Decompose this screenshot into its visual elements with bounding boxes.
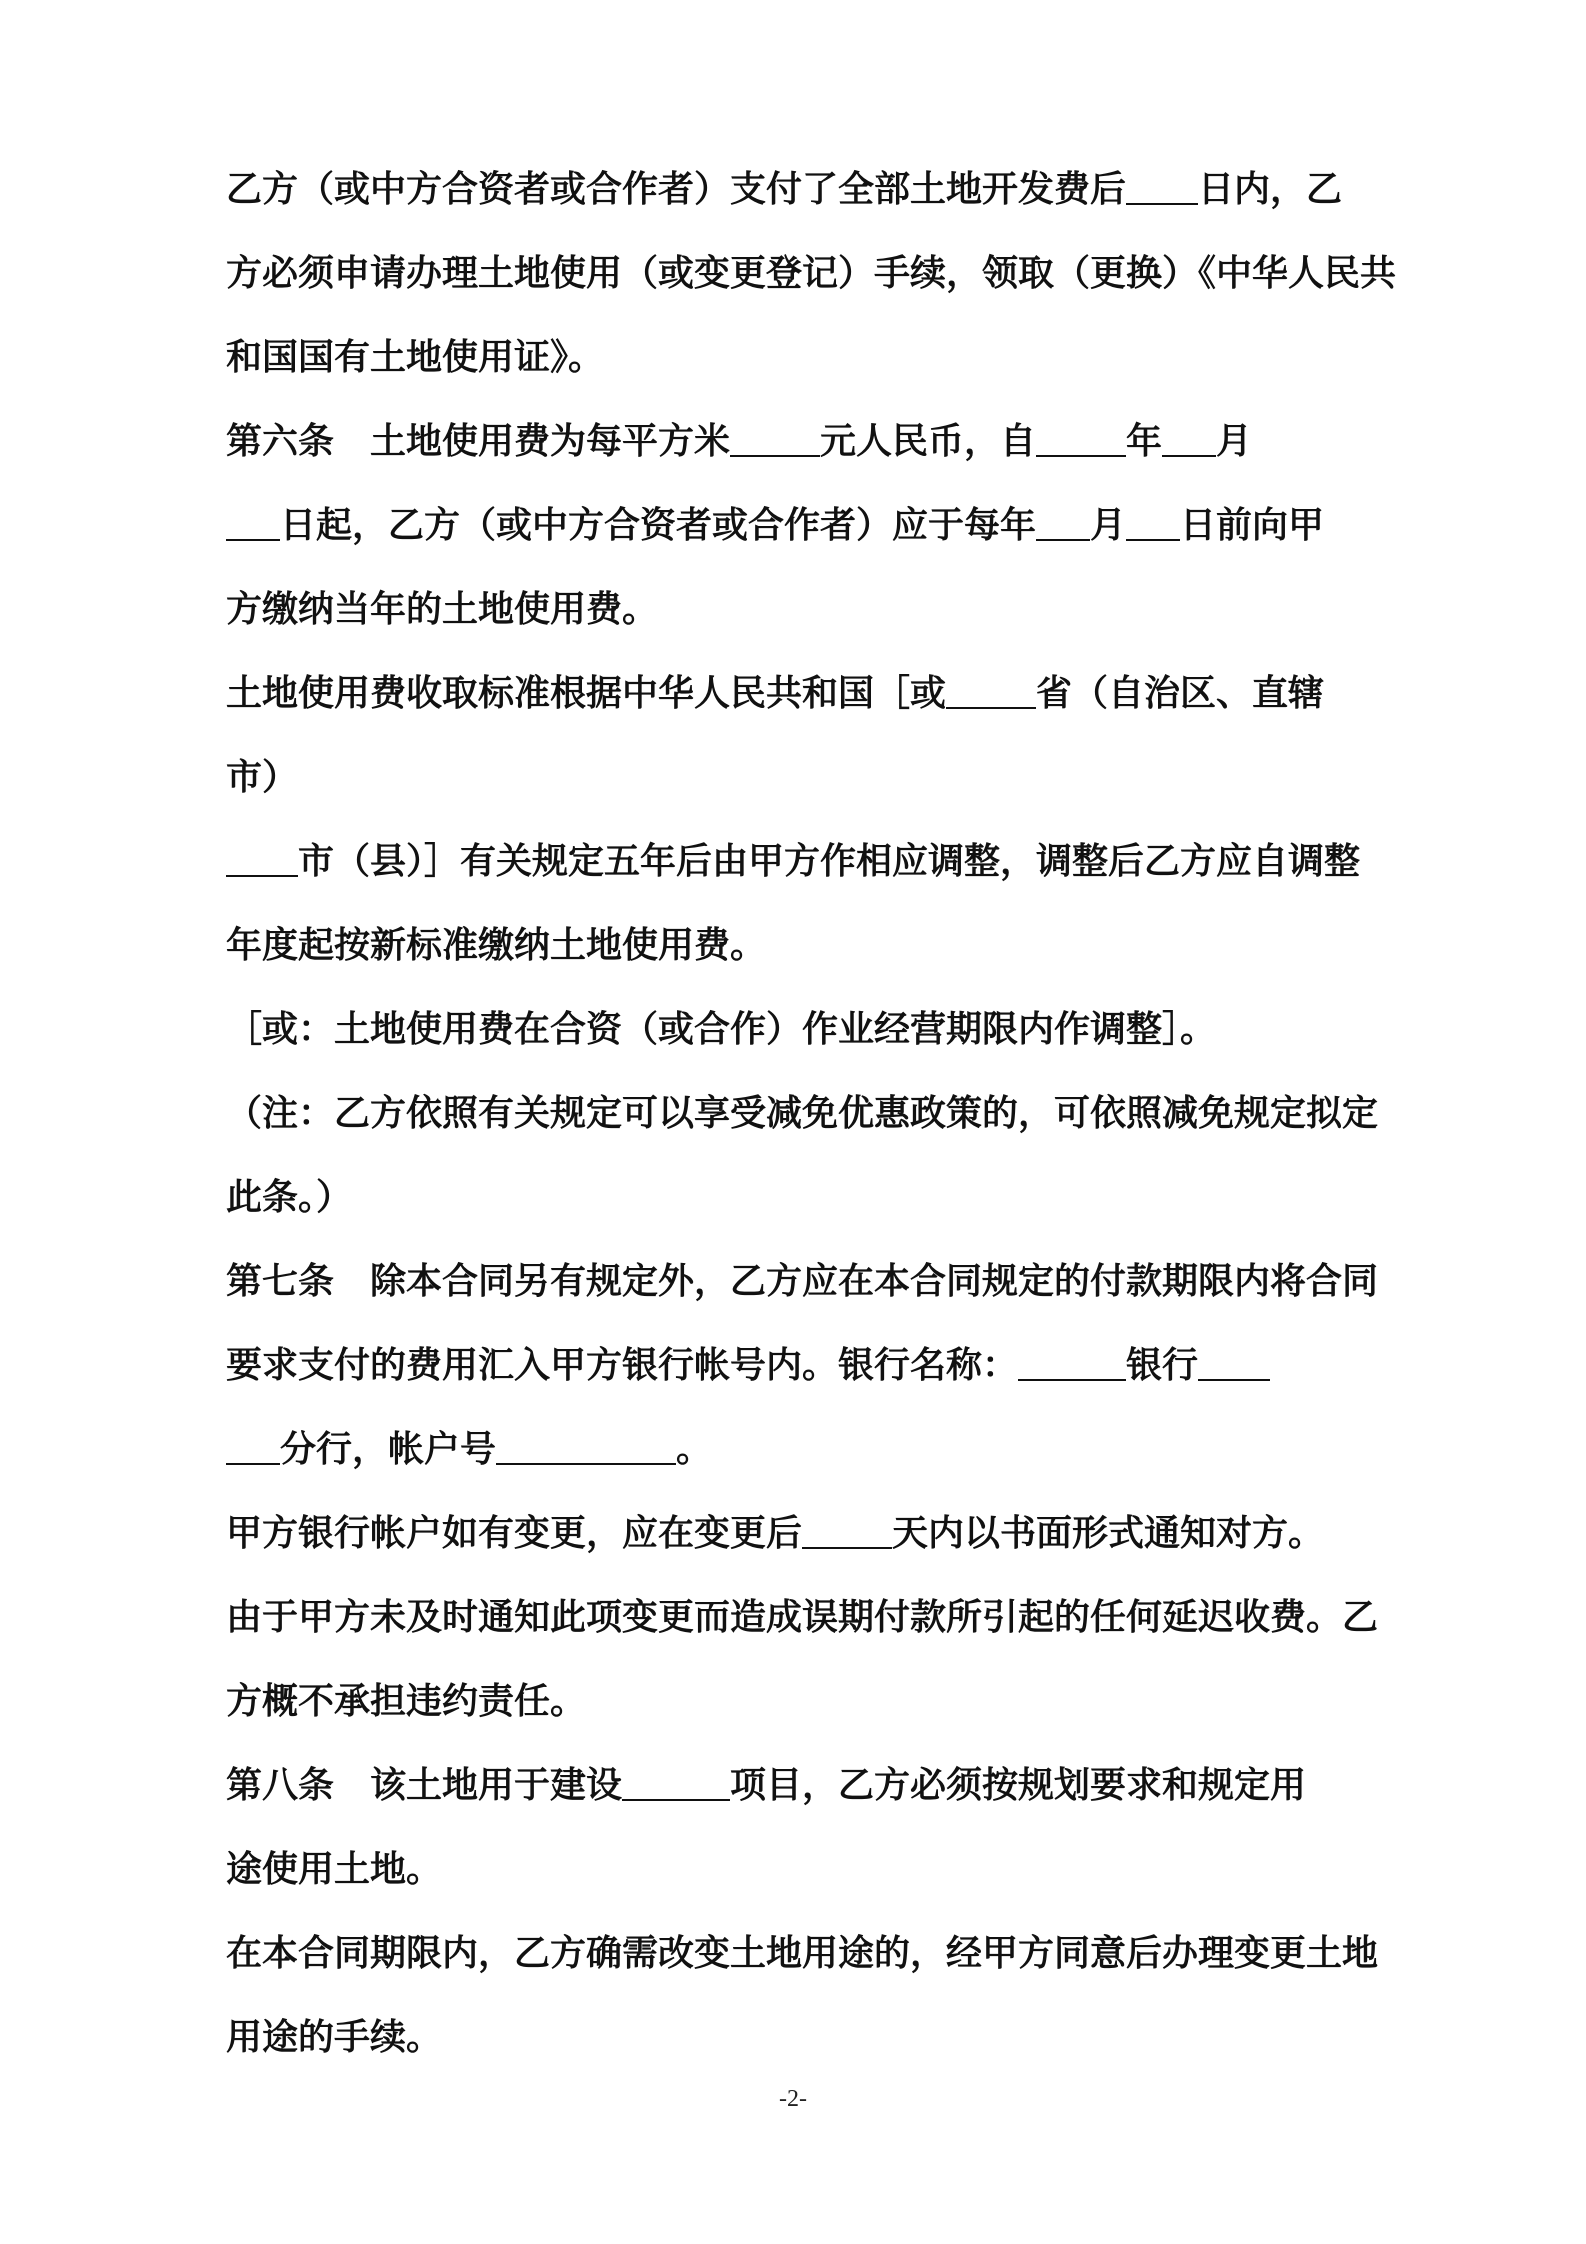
text-segment: 日内，乙 bbox=[1198, 169, 1343, 210]
text-line bbox=[226, 232, 1446, 316]
text-line bbox=[226, 568, 1446, 652]
text-segment: 由于甲方未及时通知此项变更而造成误期付款所引起的任何延迟收费。乙 bbox=[226, 1597, 1379, 1638]
page-number: -2- bbox=[779, 2086, 807, 2112]
text-line bbox=[226, 1072, 1446, 1156]
text-segment: 第八条 该土地用于建设 bbox=[226, 1765, 623, 1806]
text-line bbox=[226, 1492, 1446, 1576]
text-segment: 项目，乙方必须按规划要求和规定用 bbox=[730, 1765, 1307, 1806]
fill-in-blank bbox=[1018, 1345, 1126, 1381]
text-segment: 市（县）］有关规定五年后由甲方作相应调整，调整后乙方应自调整 bbox=[298, 841, 1361, 882]
text-line bbox=[226, 1240, 1446, 1324]
text-segment: 甲方银行帐户如有变更，应在变更后 bbox=[226, 1513, 803, 1554]
text-segment: 要求支付的费用汇入甲方银行帐号内。银行名称： bbox=[226, 1345, 1019, 1386]
text-segment: 途使用土地。 bbox=[226, 1849, 443, 1890]
fill-in-blank bbox=[730, 421, 820, 457]
text-line bbox=[226, 652, 1446, 736]
text-segment: 此条。） bbox=[226, 1177, 353, 1218]
text-segment: 元人民币，自 bbox=[820, 421, 1037, 462]
text-segment: 分行，帐户号 bbox=[280, 1429, 497, 1470]
text-segment: 第七条 除本合同另有规定外，乙方应在本合同规定的付款期限内将合同 bbox=[226, 1261, 1379, 1302]
text-segment: 方缴纳当年的土地使用费。 bbox=[226, 589, 659, 630]
fill-in-blank bbox=[1126, 505, 1180, 541]
fill-in-blank bbox=[226, 1429, 280, 1465]
text-segment: 乙方（或中方合资者或合作者）支付了全部土地开发费后 bbox=[226, 169, 1127, 210]
text-segment: 月 bbox=[1090, 505, 1127, 546]
text-segment: 月 bbox=[1216, 421, 1253, 462]
text-segment: 用途的手续。 bbox=[226, 2017, 443, 2058]
fill-in-blank bbox=[1036, 421, 1126, 457]
text-segment: 第六条 土地使用费为每平方米 bbox=[226, 421, 731, 462]
text-segment: 年 bbox=[1126, 421, 1163, 462]
text-line bbox=[226, 1576, 1446, 1660]
fill-in-blank bbox=[1126, 169, 1198, 205]
text-line bbox=[226, 988, 1446, 1072]
text-segment: 。 bbox=[676, 1429, 713, 1470]
text-segment: 年度起按新标准缴纳土地使用费。 bbox=[226, 925, 767, 966]
text-segment: （注：乙方依照有关规定可以享受减免优惠政策的，可依照减免规定拟定 bbox=[226, 1093, 1379, 1134]
fill-in-blank bbox=[226, 505, 280, 541]
fill-in-blank bbox=[496, 1429, 676, 1465]
text-segment: ［或：土地使用费在合资（或合作）作业经营期限内作调整］。 bbox=[226, 1009, 1217, 1050]
text-line bbox=[226, 484, 1446, 568]
text-segment: 省（自治区、直辖 bbox=[1036, 673, 1325, 714]
text-segment: 土地使用费收取标准根据中华人民共和国［或 bbox=[226, 673, 947, 714]
text-line bbox=[226, 736, 1446, 820]
fill-in-blank bbox=[946, 673, 1036, 709]
fill-in-blank bbox=[1198, 1345, 1270, 1381]
text-line bbox=[226, 148, 1446, 232]
text-segment: 银行 bbox=[1126, 1345, 1199, 1386]
text-line bbox=[226, 820, 1446, 904]
text-segment: 日起，乙方（或中方合资者或合作者）应于每年 bbox=[280, 505, 1037, 546]
text-line bbox=[226, 400, 1446, 484]
fill-in-blank bbox=[1162, 421, 1216, 457]
text-segment: 方概不承担违约责任。 bbox=[226, 1681, 587, 1722]
text-segment: 和国国有土地使用证》。 bbox=[226, 337, 605, 378]
text-line bbox=[226, 904, 1446, 988]
text-segment: 市） bbox=[226, 757, 299, 798]
text-line bbox=[226, 1912, 1446, 1996]
text-line bbox=[226, 1324, 1446, 1408]
fill-in-blank bbox=[1036, 505, 1090, 541]
text-line bbox=[226, 1156, 1446, 1240]
text-segment: 在本合同期限内，乙方确需改变土地用途的，经甲方同意后办理变更土地 bbox=[226, 1933, 1379, 1974]
contract-body bbox=[226, 148, 1446, 2080]
text-line bbox=[226, 1744, 1446, 1828]
text-line bbox=[226, 316, 1446, 400]
text-line bbox=[226, 1996, 1446, 2080]
fill-in-blank bbox=[802, 1513, 892, 1549]
text-segment: 日前向甲 bbox=[1180, 505, 1325, 546]
text-line bbox=[226, 1828, 1446, 1912]
text-segment: 天内以书面形式通知对方。 bbox=[892, 1513, 1325, 1554]
fill-in-blank bbox=[622, 1765, 730, 1801]
text-segment: 方必须申请办理土地使用（或变更登记）手续，领取（更换）《中华人民共 bbox=[226, 253, 1397, 294]
fill-in-blank bbox=[226, 841, 298, 877]
text-line bbox=[226, 1408, 1446, 1492]
text-line bbox=[226, 1660, 1446, 1744]
